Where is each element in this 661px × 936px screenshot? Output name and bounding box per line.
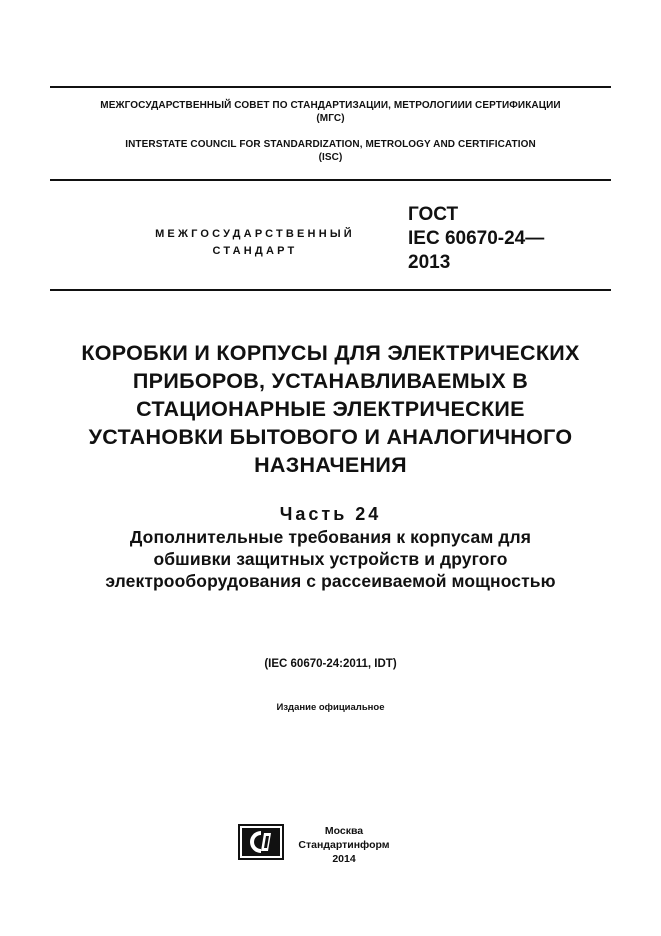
publisher-block xyxy=(294,824,394,866)
gost-number: IEC 60670-24— xyxy=(408,228,545,249)
standard-type-line2: СТАНДАРТ xyxy=(212,245,298,257)
document-subtitle xyxy=(40,526,621,592)
designation-rule xyxy=(50,289,611,291)
council-en-line2: (ISC) xyxy=(318,152,343,163)
council-rule xyxy=(50,179,611,181)
title-line: СТАЦИОНАРНЫЕ ЭЛЕКТРИЧЕСКИЕ xyxy=(136,397,525,421)
gost-label: ГОСТ xyxy=(408,204,459,225)
council-ru-line2: (МГС) xyxy=(316,113,345,124)
gost-designation xyxy=(408,203,544,275)
publisher-city: Москва xyxy=(324,825,364,837)
document-title xyxy=(40,339,621,479)
gost-year: 2013 xyxy=(408,252,451,273)
title-line: КОРОБКИ И КОРПУСЫ ДЛЯ ЭЛЕКТРИЧЕСКИХ xyxy=(81,341,580,365)
iec-reference: (IEC 60670-24:2011, IDT) xyxy=(264,658,397,670)
title-line: УСТАНОВКИ БЫТОВОГО И АНАЛОГИЧНОГО xyxy=(88,425,573,449)
council-en-line1: INTERSTATE COUNCIL FOR STANDARDIZATION, METROLOGY AND CERTIFICATION xyxy=(125,139,536,150)
edition-note: Издание официальное xyxy=(276,702,385,713)
standartinform-logo-icon xyxy=(238,824,284,860)
subtitle-line: Дополнительные требования к корпусам для xyxy=(129,527,532,547)
top-rule xyxy=(50,86,611,88)
subtitle-line: обшивки защитных устройств и другого xyxy=(153,549,508,569)
standard-type-line1: МЕЖГОСУДАРСТВЕННЫЙ xyxy=(155,228,355,240)
standard-type xyxy=(130,226,380,260)
publisher-name: Стандартинформ xyxy=(298,839,390,851)
part-label: Часть 24 xyxy=(279,504,382,524)
council-ru-line1: МЕЖГОСУДАРСТВЕННЫЙ СОВЕТ ПО СТАНДАРТИЗАЦИИ, МЕТРОЛОГИИИ СЕРТИФИКАЦИИ xyxy=(100,100,561,111)
publisher-year: 2014 xyxy=(332,853,356,865)
subtitle-line: электрооборудования с рассеиваемой мощностью xyxy=(105,571,556,591)
title-line: ПРИБОРОВ, УСТАНАВЛИВАЕМЫХ В xyxy=(132,369,529,393)
title-line: НАЗНАЧЕНИЯ xyxy=(254,453,407,477)
council-en xyxy=(50,138,611,164)
council-ru xyxy=(50,99,611,125)
